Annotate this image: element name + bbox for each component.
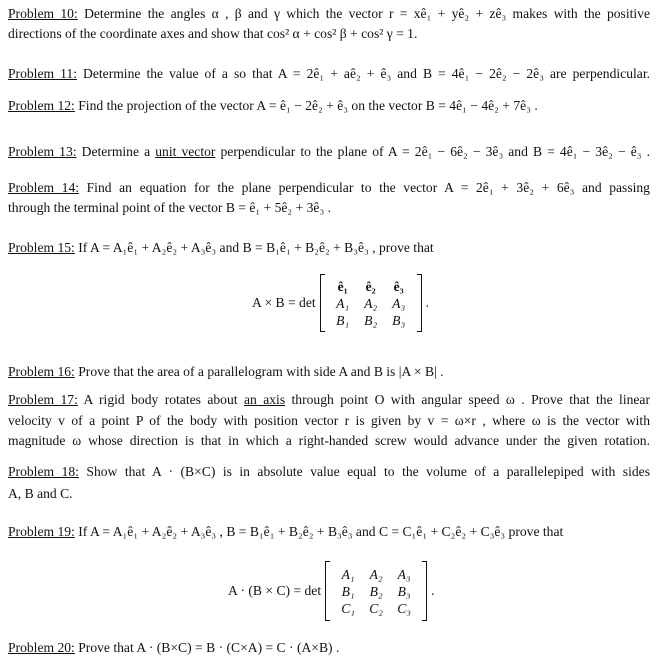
problem-19 [8,524,650,540]
problem-13 [8,144,650,160]
problem-16-label: Problem 16: [8,364,75,379]
problem-17-line-3: magnitude ω whose direction is that in which a right-handed screw would advance under the given rotation. [8,433,650,448]
axis-link[interactable]: an axis [243,392,286,407]
matrix-cell: B₂ [364,312,378,328]
matrix-cell: B₁ [341,583,355,599]
right-bracket [417,274,422,332]
determinant-period: . [431,583,435,598]
problem-17-label: Problem 17: [8,392,78,407]
determinant-lhs: A × B = det [252,295,316,310]
problem-11 [8,66,650,82]
problem-14-line-1 [8,180,650,196]
matrix-cell: A₁ [341,566,355,582]
problem-15-text: If A = A₁ê₁ + A₂ê₂ + A₃ê₃ and B = B₁ê₁ + B₂ê₂ + B₃ê₃ , prove that [78,240,434,255]
problem-13-text-pre: Determine a [81,144,156,159]
problem-10-line-1 [8,6,650,22]
problem-18-label: Problem 18: [8,464,79,479]
matrix-cell: ê₁ [337,278,348,294]
problem-13-label: Problem 13: [8,144,77,159]
matrix-cell: ê₂ [365,278,376,294]
determinant-grid [330,566,422,617]
problem-12-label: Problem 12: [8,98,75,113]
matrix-cell: B₃ [397,583,411,599]
problem-10-line-2: directions of the coordinate axes and show that cos² α + cos² β + cos² γ = 1. [8,26,418,41]
problem-15-label: Problem 15: [8,240,75,255]
cross-product-determinant [252,274,429,332]
problem-14-line-2: through the terminal point of the vector B = ê₁ + 5ê₂ + 3ê₃ . [8,200,331,215]
problem-17-text-pre: A rigid body rotates about [83,392,244,407]
problem-19-text: If A = A₁ê₁ + A₂ê₂ + A₃ê₃ , B = B₁ê₁ + B₂ê₂ + B₃ê₃ and C = C₁ê₁ + C₂ê₂ + C₃ê₃ prove that [78,524,564,539]
problem-17-line-2: velocity v of a point P of the body with position vector r is given by v = ω×r , where ω is the vector with [8,413,650,428]
problem-20-label: Problem 20: [8,640,75,655]
problem-17-text-post: through point O with angular speed ω . Prove that the linear [285,392,650,407]
problem-12 [8,98,650,114]
problem-14-label: Problem 14: [8,180,80,195]
determinant-lhs: A · (B × C) = det [228,583,322,598]
problem-11-label: Problem 11: [8,66,77,81]
matrix-cell: A₂ [364,295,378,311]
problem-18-text: Show that A · (B×C) is in absolute value equal to the volume of a parallelepiped with sides [86,464,650,479]
matrix-cell: A₂ [369,566,383,582]
unit-vector-link[interactable]: unit vector [155,144,216,159]
problem-11-text: Determine the value of a so that A = 2ê₁ + aê₂ + ê₃ and B = 4ê₁ − 2ê₂ − 2ê₃ are perpendicular. [83,66,650,81]
problem-17-line-1 [8,392,650,408]
problem-20-text: Prove that A · (B×C) = B · (C×A) = C · (A×B) . [78,640,340,655]
problem-13-text-post: perpendicular to the plane of A = 2ê₁ − 6ê₂ − 3ê₃ and B = 4ê₁ − 3ê₂ − ê₃ . [215,144,650,159]
problem-18-line-2: A, B and C. [8,486,73,501]
problem-14-text: Find an equation for the plane perpendicular to the vector A = 2ê₁ + 3ê₂ + 6ê₃ and passing [86,180,650,195]
matrix-cell: B₂ [369,583,383,599]
problem-10-text: Determine the angles α , β and γ which the vector r = xê₁ + yê₂ + zê₃ makes with the positive [84,6,650,21]
problem-20 [8,640,650,656]
matrix-cell: ê₃ [393,278,404,294]
matrix-cell: A₁ [336,295,350,311]
problem-16-text: Prove that the area of a parallelogram with side A and B is |A × B| . [78,364,444,379]
determinant-period: . [425,295,430,310]
matrix-cell: C₃ [397,600,412,616]
problem-15 [8,240,650,256]
matrix-cell: A₃ [397,566,411,582]
problem-18-line-1 [8,464,650,480]
problem-10-label: Problem 10: [8,6,78,21]
matrix-cell: B₃ [392,312,406,328]
matrix-cell: C₂ [369,600,384,616]
matrix-cell: A₃ [392,295,406,311]
problem-12-text: Find the projection of the vector A = ê₁ − 2ê₂ + ê₃ on the vector B = 4ê₁ − 4ê₂ + 7ê₃ . [78,98,538,113]
determinant-grid [325,278,417,329]
right-bracket [422,561,427,621]
matrix-cell: B₁ [336,312,350,328]
triple-product-determinant [228,561,435,621]
problem-16 [8,364,650,380]
matrix-cell: C₁ [341,600,356,616]
problem-19-label: Problem 19: [8,524,75,539]
